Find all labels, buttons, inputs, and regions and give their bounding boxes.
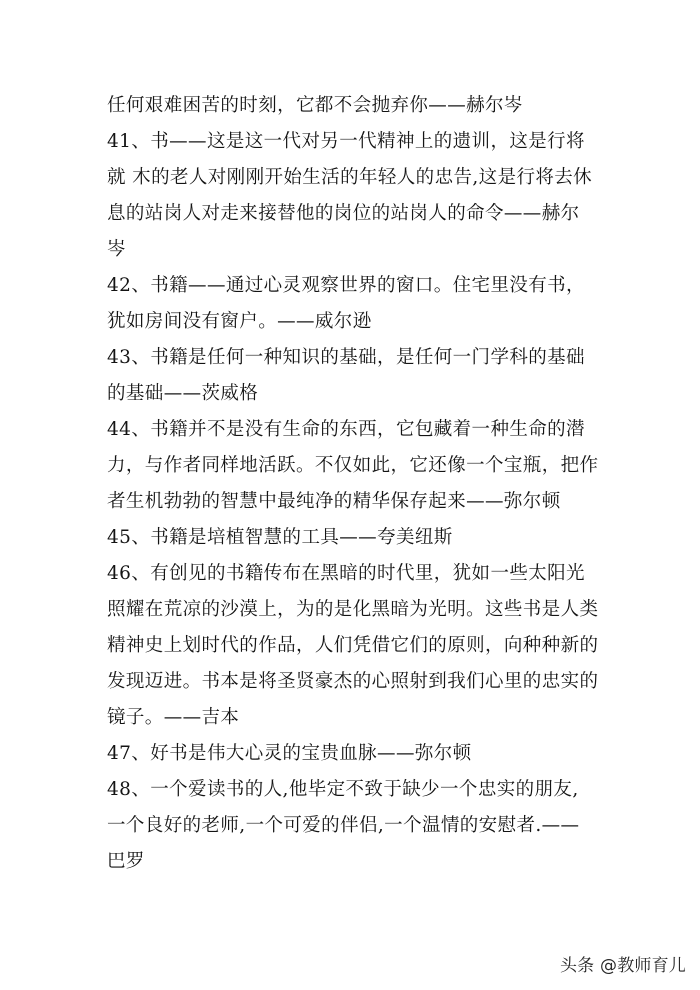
text-line: 一个良好的老师,一个可爱的伴侣,一个温情的安慰者.—— xyxy=(107,815,580,836)
quote-text-block xyxy=(107,88,627,880)
text-line: 照耀在荒凉的沙漠上，为的是化黑暗为光明。这些书是人类 xyxy=(107,599,599,620)
text-line: 任何艰难困苦的时刻，它都不会抛弃你——赫尔岑 xyxy=(107,95,523,116)
text-line: 就 木的老人对刚刚开始生活的年轻人的忠告,这是行将去休 xyxy=(107,167,593,188)
text-line: 岑 xyxy=(107,239,126,260)
text-line: 41、书——这是这一代对另一代精神上的遗训，这是行将 xyxy=(107,131,585,152)
text-line: 力，与作者同样地活跃。不仅如此，它还像一个宝瓶，把作 xyxy=(107,455,599,476)
text-line: 犹如房间没有窗户。——威尔逊 xyxy=(107,311,372,332)
text-line: 48、一个爱读书的人,他毕定不致于缺少一个忠实的朋友, xyxy=(107,779,579,800)
text-line: 发现迈进。书本是将圣贤豪杰的心照射到我们心里的忠实的 xyxy=(107,671,599,692)
text-line: 47、好书是伟大心灵的宝贵血脉——弥尔顿 xyxy=(107,743,472,764)
text-line: 44、书籍并不是没有生命的东西，它包藏着一种生命的潜 xyxy=(107,419,585,440)
text-line: 者生机勃勃的智慧中最纯净的精华保存起来——弥尔顿 xyxy=(107,491,561,512)
text-line: 的基础——茨威格 xyxy=(107,383,259,404)
text-line: 镜子。——吉本 xyxy=(107,707,240,728)
text-line: 45、书籍是培植智慧的工具——夸美纽斯 xyxy=(107,527,453,548)
text-line: 43、书籍是任何一种知识的基础，是任何一门学科的基础 xyxy=(107,347,585,368)
text-line: 42、书籍——通过心灵观察世界的窗口。住宅里没有书， xyxy=(107,275,585,296)
source-watermark: 头条 @教师育儿 xyxy=(559,956,686,976)
text-line: 巴罗 xyxy=(107,851,145,872)
text-line: 精神史上划时代的作品，人们凭借它们的原则，向种种新的 xyxy=(107,635,599,656)
text-line: 息的站岗人对走来接替他的岗位的站岗人的命令——赫尔 xyxy=(107,203,580,224)
text-line: 46、有创见的书籍传布在黑暗的时代里，犹如一些太阳光 xyxy=(107,563,585,584)
